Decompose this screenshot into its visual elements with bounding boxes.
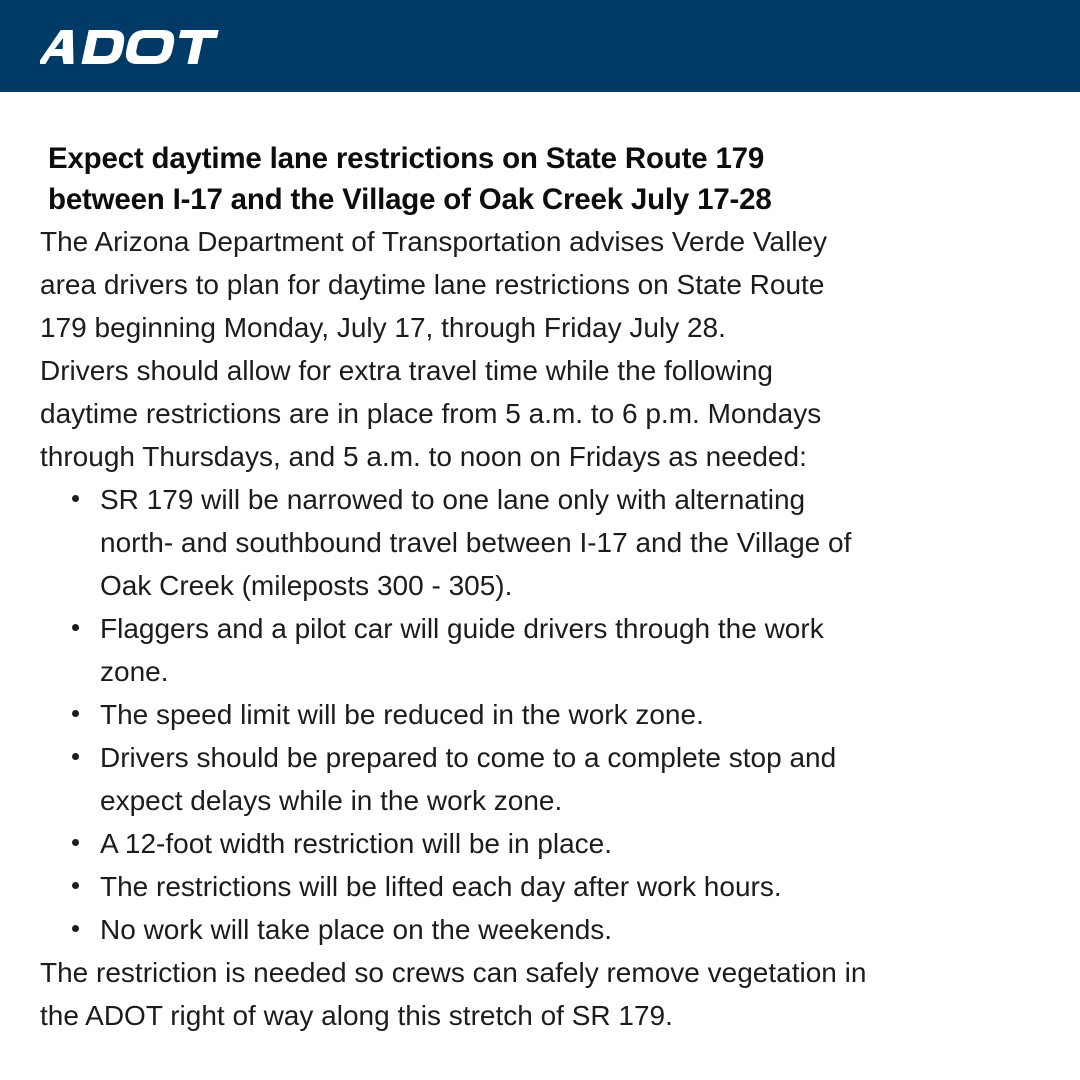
restrictions-list (40, 478, 1050, 951)
adot-logo-icon (40, 24, 220, 68)
list-item (100, 607, 1050, 693)
bullet-icon (72, 925, 79, 932)
list-item-line: zone. (100, 656, 169, 687)
list-item-line: expect delays while in the work zone. (100, 785, 563, 816)
intro-line: area drivers to plan for daytime lane restrictions on State Route (40, 269, 825, 300)
list-item (100, 865, 1050, 908)
list-item-line: SR 179 will be narrowed to one lane only with alternating (100, 484, 806, 515)
list-item-line: No work will take place on the weekends. (100, 914, 613, 945)
list-item-line: north- and southbound travel between I-17 and the Village of (100, 527, 852, 558)
headline-line: between I-17 and the Village of Oak Creek July 17-28 (48, 183, 772, 216)
headline-line: Expect daytime lane restrictions on State Route 179 (48, 142, 765, 175)
list-item-line: A 12-foot width restriction will be in place. (100, 828, 613, 859)
schedule-line: Drivers should allow for extra travel time while the following (40, 355, 773, 386)
list-item-line: The speed limit will be reduced in the work zone. (100, 699, 704, 730)
list-item-line: Drivers should be prepared to come to a complete stop and (100, 742, 837, 773)
schedule-line: through Thursdays, and 5 a.m. to noon on Fridays as needed: (40, 441, 807, 472)
list-item (100, 736, 1050, 822)
list-item (100, 693, 1050, 736)
bullet-icon (72, 839, 79, 846)
headline (48, 138, 1050, 220)
adot-logo (40, 24, 220, 68)
bullet-icon (72, 495, 79, 502)
schedule-paragraph (40, 349, 1050, 478)
header-bar (0, 0, 1080, 92)
bullet-icon (72, 882, 79, 889)
list-item (100, 478, 1050, 607)
intro-line: 179 beginning Monday, July 17, through Friday July 28. (40, 312, 726, 343)
list-item-line: Oak Creek (mileposts 300 - 305). (100, 570, 513, 601)
list-item (100, 908, 1050, 951)
list-item-line: The restrictions will be lifted each day after work hours. (100, 871, 782, 902)
bullet-icon (72, 624, 79, 631)
bullet-icon (72, 710, 79, 717)
intro-paragraph (40, 220, 1050, 349)
article (40, 138, 1050, 1037)
schedule-line: daytime restrictions are in place from 5 a.m. to 6 p.m. Mondays (40, 398, 822, 429)
closing-line: the ADOT right of way along this stretch of SR 179. (40, 1000, 673, 1031)
intro-line: The Arizona Department of Transportation advises Verde Valley (40, 226, 828, 257)
bullet-icon (72, 753, 79, 760)
list-item (100, 822, 1050, 865)
list-item-line: Flaggers and a pilot car will guide drivers through the work (100, 613, 824, 644)
closing-line: The restriction is needed so crews can safely remove vegetation in (40, 957, 867, 988)
closing-paragraph (40, 951, 1050, 1037)
